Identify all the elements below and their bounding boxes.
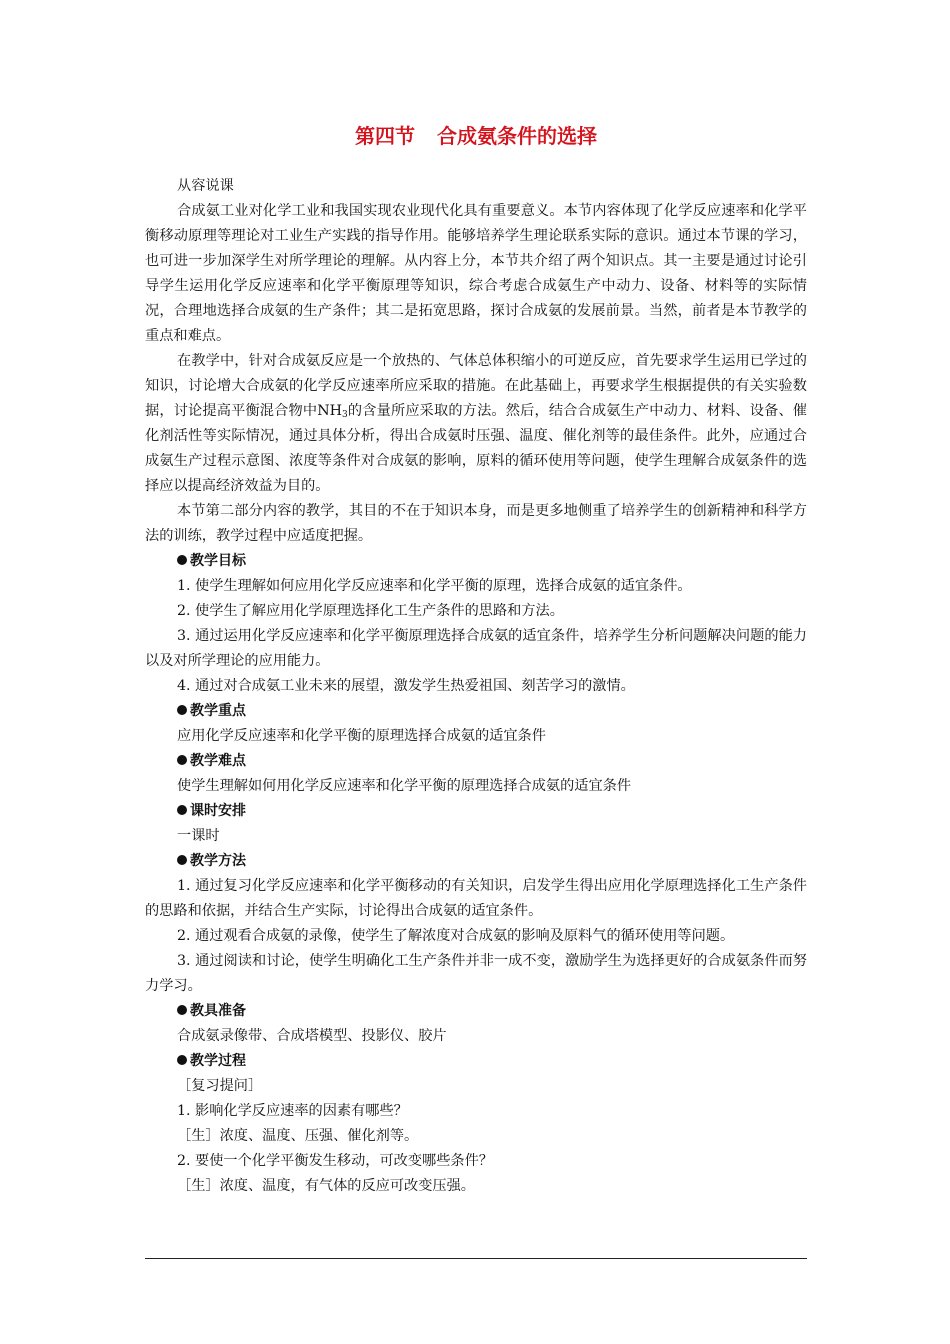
nh3-formula: NH (317, 403, 343, 419)
intro-paragraph-3: 本节第二部分内容的教学，其目的不在于知识本身，而是更多地侧重了培养学生的创新精神和科学方法的训练，教学过程中应适度把握。 (145, 503, 807, 544)
process-line: ［生］浓度、温度，有气体的反应可改变压强。 (177, 1178, 475, 1194)
difficulty-heading: 教学难点 (145, 749, 807, 774)
intro-paragraph-2-before: 在教学中，针对合成氨反应是一个放热的、气体总体积缩小的可逆反应，首先要求学生运用已学过的知识，讨论增大合成氨的化学反应速率所应采取的措施。在此基础上，再要求学生根据提供的有关实验数据，讨论提高平衡混合物中 (145, 353, 807, 419)
equipment-heading: 教具准备 (145, 999, 807, 1024)
schedule-text: 一课时 (177, 828, 220, 844)
process-line: 1. 影响化学反应速率的因素有哪些？ (177, 1103, 408, 1119)
key-point-heading: 教学重点 (145, 699, 807, 724)
objective-item: 3. 通过运用化学反应速率和化学平衡原理选择合成氨的适宜条件，培养学生分析问题解决问题的能力以及对所学理论的应用能力。 (145, 628, 807, 669)
method-item: 3. 通过阅读和讨论，使学生明确化工生产条件并非一成不变，激励学生为选择更好的合成氨条件而努力学习。 (145, 953, 807, 994)
process-line: 2. 要使一个化学平衡发生移动，可改变哪些条件？ (177, 1153, 493, 1169)
nh3-formula-subscript: 3 (342, 410, 348, 420)
intro-paragraph-2 (145, 349, 807, 499)
bullet-icon (177, 855, 187, 865)
process-line: ［复习提问］ (177, 1078, 263, 1094)
objective-item: 2. 使学生了解应用化学原理选择化工生产条件的思路和方法。 (177, 603, 564, 619)
footer-rule (145, 1258, 807, 1259)
intro-paragraph-2-after: 的含量所应采取的方法。然后，结合合成氨生产中动力、材料、设备、催化剂活性等实际情况，通过具体分析，得出合成氨时压强、温度、催化剂等的最佳条件。此外，应通过合成氨生产过程示意图、浓度等条件对合成氨的影响，原料的循环使用等问题，使学生理解合成氨条件的选择应以提高经济效益为目的。 (145, 403, 807, 494)
bullet-icon (177, 805, 187, 815)
process-heading: 教学过程 (145, 1049, 807, 1074)
process-line: ［生］浓度、温度、压强、催化剂等。 (177, 1128, 419, 1144)
objectives-heading: 教学目标 (145, 549, 807, 574)
schedule-heading: 课时安排 (145, 799, 807, 824)
difficulty-text: 使学生理解如何用化学反应速率和化学平衡的原理选择合成氨的适宜条件 (177, 778, 632, 794)
title-name: 合成氨条件的选择 (437, 124, 597, 148)
method-item: 2. 通过观看合成氨的录像，使学生了解浓度对合成氨的影响及原料气的循环使用等问题。 (177, 928, 735, 944)
objective-item: 1. 使学生理解如何应用化学反应速率和化学平衡的原理，选择合成氨的适宜条件。 (177, 578, 692, 594)
bullet-icon (177, 555, 187, 565)
document-body (145, 174, 807, 1199)
bullet-icon (177, 755, 187, 765)
objective-item: 4. 通过对合成氨工业未来的展望，激发学生热爱祖国、刻苦学习的激情。 (177, 678, 635, 694)
bullet-icon (177, 1055, 187, 1065)
title-section: 第四节 (355, 124, 415, 148)
equipment-text: 合成氨录像带、合成塔模型、投影仪、胶片 (177, 1028, 447, 1044)
bullet-icon (177, 1005, 187, 1015)
intro-label: 从容说课 (177, 178, 234, 194)
bullet-icon (177, 705, 187, 715)
key-point-text: 应用化学反应速率和化学平衡的原理选择合成氨的适宜条件 (177, 728, 546, 744)
method-item: 1. 通过复习化学反应速率和化学平衡移动的有关知识，启发学生得出应用化学原理选择化工生产条件的思路和依据，并结合生产实际，讨论得出合成氨的适宜条件。 (145, 878, 807, 919)
intro-paragraph-1: 合成氨工业对化学工业和我国实现农业现代化具有重要意义。本节内容体现了化学反应速率和化学平衡移动原理等理论对工业生产实践的指导作用。能够培养学生理论联系实际的意识。通过本节课的学习，也可进一步加深学生对所学理论的理解。从内容上分，本节共介绍了两个知识点。其一主要是通过讨论引导学生运用化学反应速率和化学平衡原理等知识，综合考虑合成氨生产中动力、设备、材料等的实际情况，合理地选择合成氨的生产条件；其二是拓宽思路，探讨合成氨的发展前景。当然，前者是本节教学的重点和难点。 (145, 203, 807, 344)
page-title (145, 122, 807, 150)
methods-heading: 教学方法 (145, 849, 807, 874)
